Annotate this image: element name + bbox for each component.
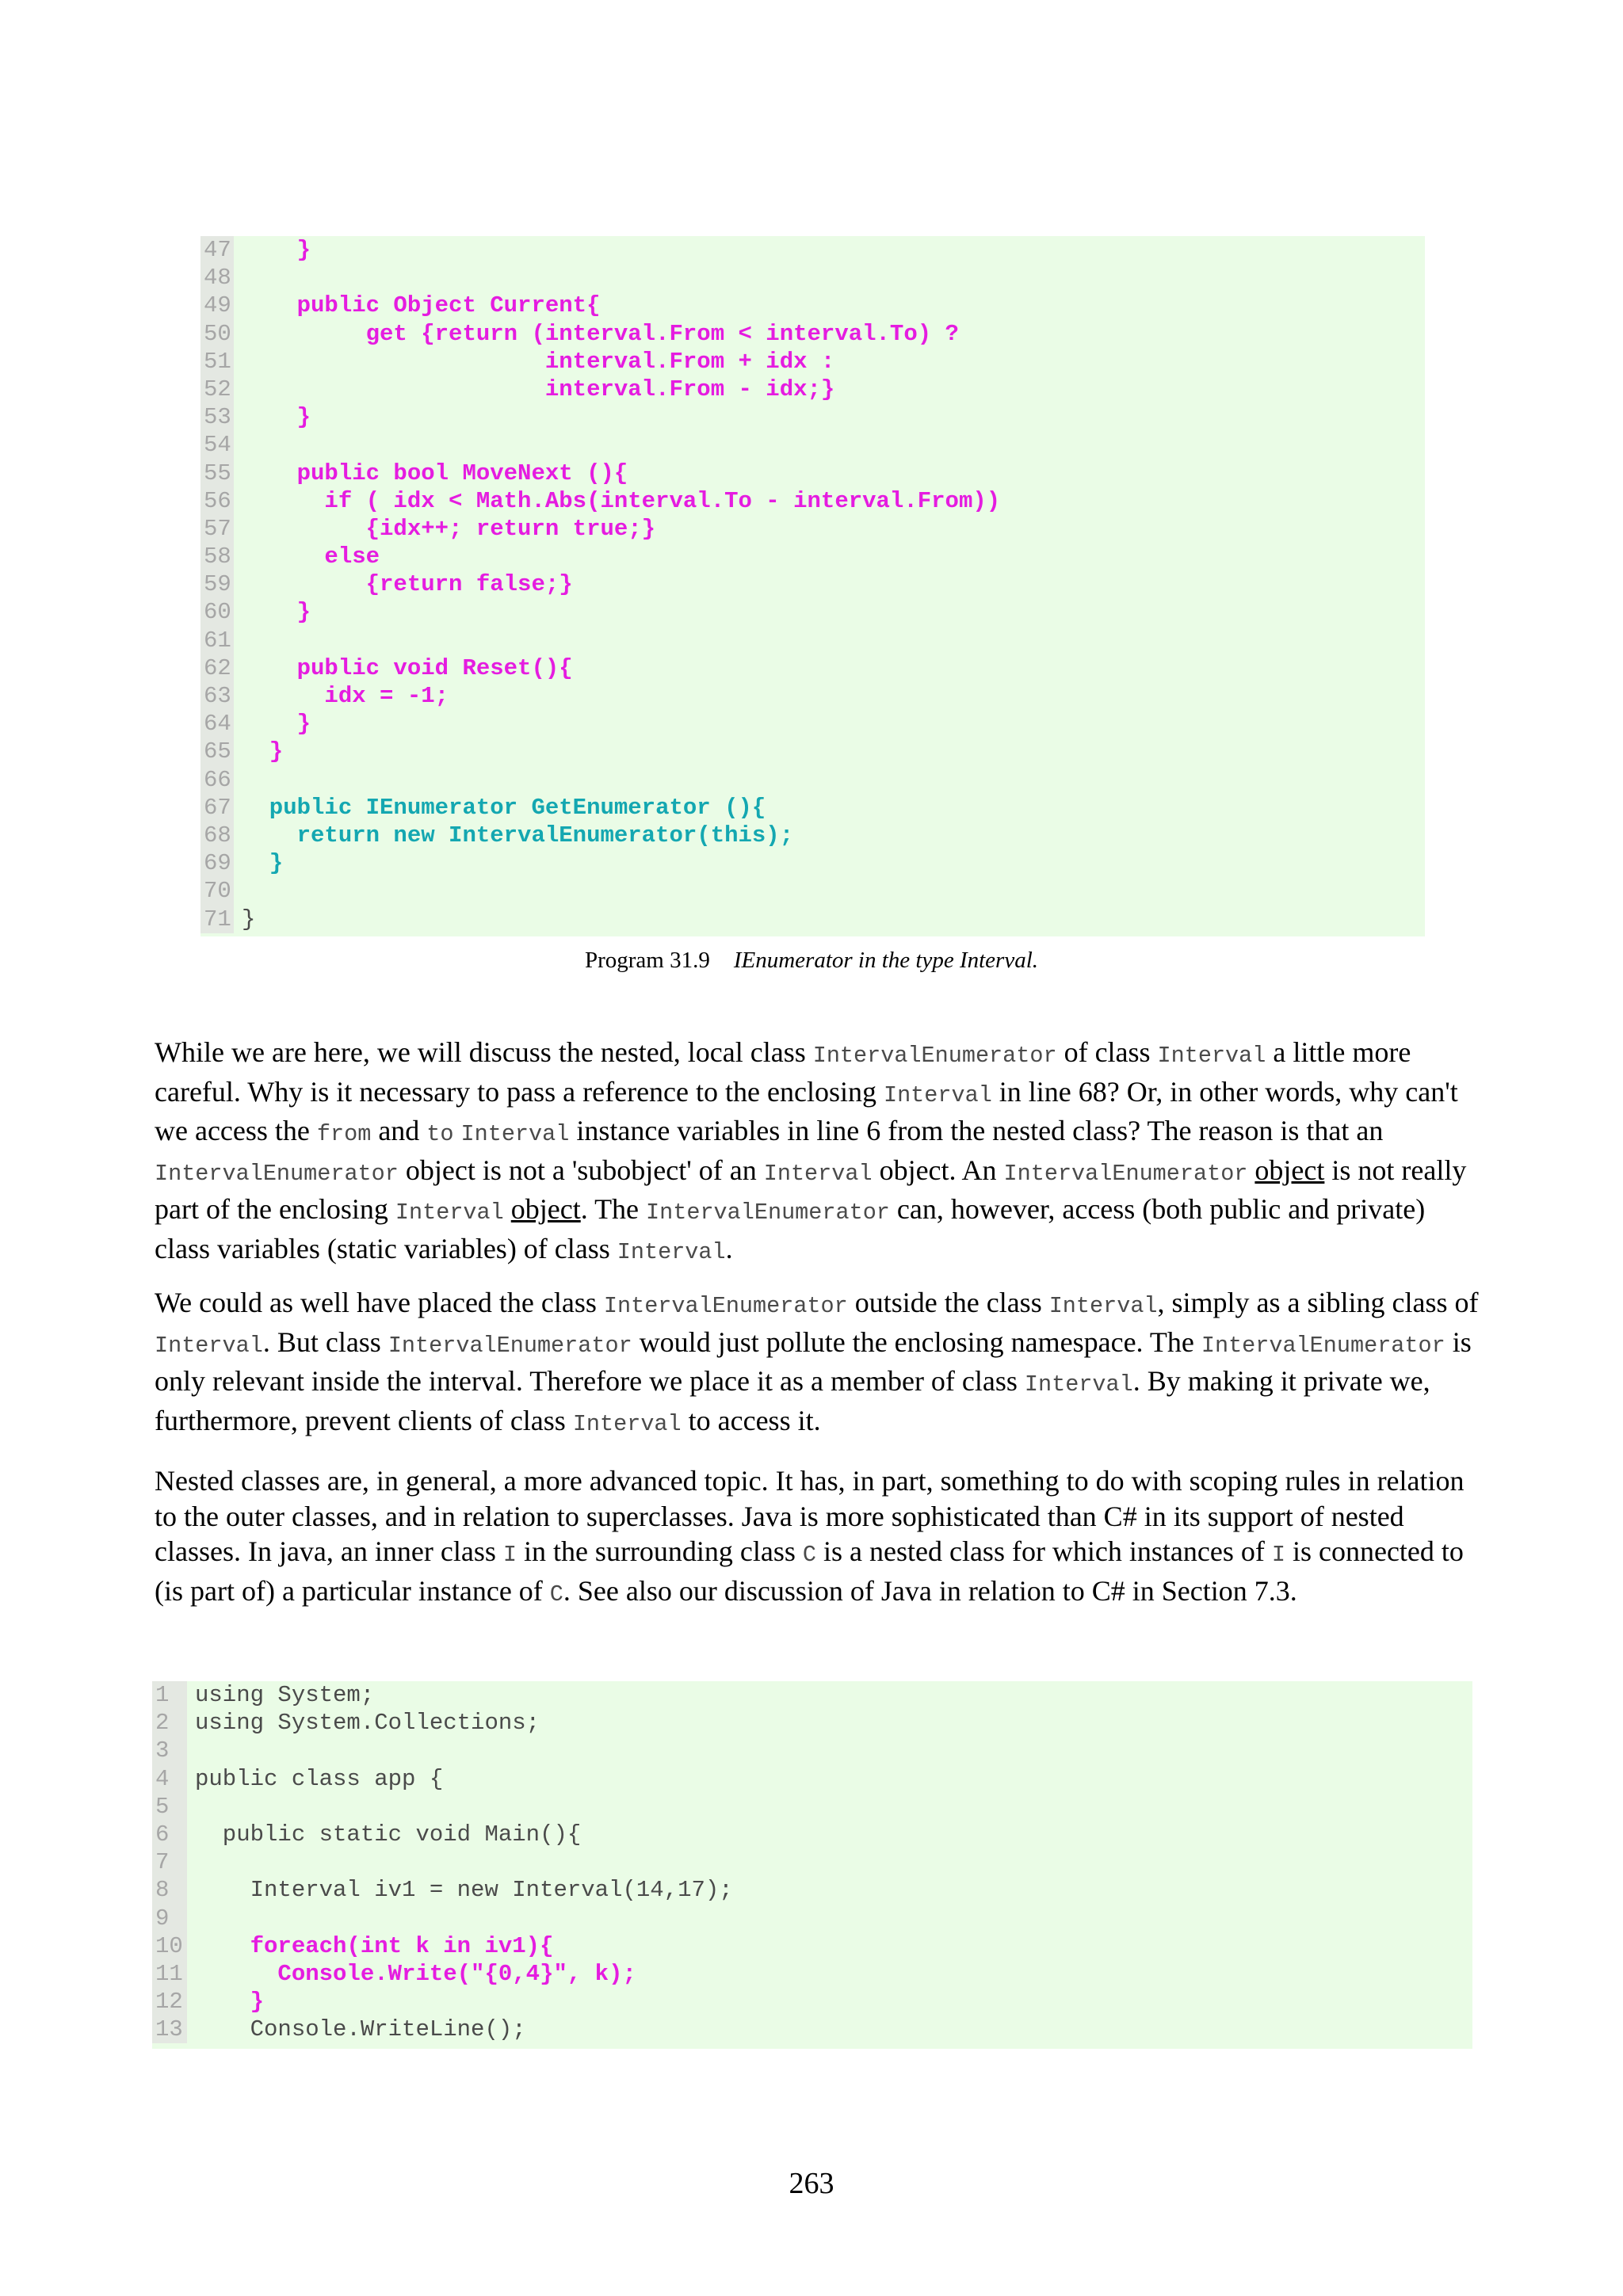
code-text [234, 320, 1425, 348]
text-run: to access it. [681, 1404, 821, 1436]
code-text [187, 1709, 1472, 1737]
line-number: 12 [152, 1988, 187, 2016]
code-line [200, 515, 1425, 543]
inline-code: IntervalEnumerator [155, 1160, 399, 1187]
code-text [234, 570, 1425, 598]
inline-code: IntervalEnumerator [603, 1293, 848, 1319]
code-line [152, 1681, 1472, 1709]
code-line [200, 403, 1425, 431]
text-run: Nested classes are, in general, a more advanced topic. It has, in part, something to do with scoping rules in relation to the outer classes, and in relation to superclasses. Java is more sophisticated than C# in its support of nested classes. In java, an inner class [155, 1465, 1465, 1568]
paragraph [155, 1035, 1486, 1271]
code-text [234, 849, 1425, 877]
code-token: using System.Collections; [195, 1710, 540, 1737]
code-token: {idx++; return true;} [242, 515, 656, 542]
line-number: 49 [200, 292, 234, 319]
line-number: 68 [200, 822, 234, 849]
code-line [152, 1905, 1472, 1932]
code-line [152, 1932, 1472, 1960]
code-text [234, 348, 1425, 376]
code-text [187, 1821, 1472, 1848]
code-token: } [242, 850, 284, 877]
code-line [200, 766, 1425, 794]
code-line [200, 738, 1425, 765]
line-number: 64 [200, 710, 234, 738]
inline-code: from [316, 1121, 372, 1148]
line-number: 60 [200, 598, 234, 626]
code-text [234, 738, 1425, 765]
text-run: We could as well have placed the class [155, 1287, 604, 1318]
code-text [234, 264, 1425, 292]
line-number: 5 [152, 1793, 187, 1821]
line-number: 55 [200, 460, 234, 487]
inline-code: IntervalEnumerator [1003, 1160, 1248, 1187]
code-token: foreach(int k in iv1){ [195, 1932, 554, 1959]
line-number: 63 [200, 682, 234, 710]
code-token: return new IntervalEnumerator(this); [242, 822, 794, 849]
inline-code: Interval [572, 1410, 682, 1437]
inline-code: C [802, 1542, 817, 1569]
code-line [200, 877, 1425, 905]
text-run: a little more careful. Why is it necessary to pass a reference to the enclosing [155, 1036, 1411, 1108]
code-token: Interval iv1 = new Interval(14,17); [195, 1877, 733, 1904]
code-text [234, 794, 1425, 822]
code-token: public Object Current{ [242, 292, 601, 319]
line-number: 67 [200, 794, 234, 822]
text-run: object is not a 'subobject' of an [398, 1154, 764, 1186]
code-line [152, 1876, 1472, 1904]
text-run: would just pollute the enclosing namespace. The [632, 1325, 1201, 1358]
code-text [187, 2016, 1472, 2043]
code-line [200, 627, 1425, 654]
code-text [187, 1793, 1472, 1821]
code-line [152, 1960, 1472, 1988]
code-listing-program-31-9 [200, 236, 1425, 936]
text-run: can, however, access (both public and private) class variables (static variables) of class [155, 1193, 1426, 1264]
code-line [200, 906, 1425, 933]
page-number: 263 [789, 2167, 834, 2200]
text-run: is a nested class for which instances of [816, 1535, 1272, 1568]
caption-title: IEnumerator in the type Interval. [733, 948, 1039, 973]
code-line [200, 376, 1425, 403]
text-run: of class [1056, 1036, 1158, 1068]
code-line [200, 849, 1425, 877]
code-line [200, 654, 1425, 682]
code-token: public bool MoveNext (){ [242, 460, 628, 486]
code-text [234, 682, 1425, 710]
code-text [187, 1876, 1472, 1904]
code-token: } [242, 404, 311, 431]
inline-code: Interval [883, 1081, 992, 1108]
text-run: in the surrounding class [516, 1535, 803, 1568]
code-text [234, 460, 1425, 487]
code-line [200, 292, 1425, 319]
line-number: 47 [200, 236, 234, 264]
code-text [234, 236, 1425, 264]
code-text [187, 1765, 1472, 1793]
code-text [234, 906, 1425, 933]
inline-code: Interval [155, 1332, 263, 1359]
line-number: 7 [152, 1848, 187, 1876]
code-line [152, 1848, 1472, 1876]
inline-code: C [549, 1581, 563, 1608]
code-listing-app [152, 1681, 1472, 2049]
text-run: is not really part of the enclosing [155, 1154, 1467, 1226]
code-token: {return false;} [242, 571, 573, 598]
inline-code: Interval [1024, 1371, 1133, 1398]
line-number: 54 [200, 431, 234, 459]
text-run [454, 1115, 461, 1146]
code-text [187, 1960, 1472, 1988]
line-number: 70 [200, 877, 234, 905]
line-number: 61 [200, 627, 234, 654]
text-run: . [725, 1232, 733, 1264]
line-number: 11 [152, 1960, 187, 1988]
text-run: . The [580, 1193, 647, 1226]
code-text [234, 627, 1425, 654]
underlined-text: object [510, 1193, 581, 1226]
code-text [234, 598, 1425, 626]
code-token: get {return (interval.From < interval.To) ? [242, 320, 959, 347]
code-text [187, 1681, 1472, 1709]
line-number: 1 [152, 1681, 187, 1709]
line-number: 8 [152, 1876, 187, 1904]
inline-code: Interval [395, 1199, 504, 1226]
inline-code: IntervalEnumerator [1201, 1332, 1445, 1359]
text-run: in line 68? Or, in other words, why can't we access the [155, 1075, 1458, 1147]
text-run: is connected to (is part of) a particular instance of [155, 1535, 1464, 1607]
code-line [152, 1793, 1472, 1821]
code-text [187, 1737, 1472, 1764]
text-run: . See also our discussion of Java in relation to C# in Section 7.3. [563, 1574, 1297, 1607]
inline-code: Interval [460, 1121, 570, 1148]
code-text [187, 1988, 1472, 2016]
code-text [234, 654, 1425, 682]
code-line [152, 1988, 1472, 2016]
code-line [200, 794, 1425, 822]
code-token: public IEnumerator GetEnumerator (){ [242, 794, 766, 821]
inline-code: Interval [763, 1160, 873, 1187]
text-run: object. An [872, 1154, 1004, 1186]
inline-code: Interval [1048, 1293, 1158, 1319]
code-token: if ( idx < Math.Abs(interval.To - interval.From)) [242, 487, 1001, 514]
line-number: 13 [152, 2016, 187, 2043]
line-number: 10 [152, 1932, 187, 1960]
code-text [234, 543, 1425, 570]
code-line [200, 543, 1425, 570]
code-token: } [242, 237, 311, 263]
code-text [234, 822, 1425, 849]
code-line [200, 348, 1425, 376]
line-number: 65 [200, 738, 234, 765]
paragraph [155, 1463, 1486, 1612]
line-number: 53 [200, 403, 234, 431]
code-line [152, 1765, 1472, 1793]
code-line [152, 1709, 1472, 1737]
program-caption [0, 948, 1623, 974]
code-line [200, 431, 1425, 459]
inline-code: I [1271, 1542, 1285, 1569]
underlined-text: object [1254, 1154, 1325, 1186]
text-run: . But class [262, 1325, 388, 1358]
caption-label: Program 31.9 [584, 948, 710, 973]
line-number: 58 [200, 543, 234, 570]
line-number: 66 [200, 766, 234, 794]
code-line [200, 570, 1425, 598]
code-line [152, 1737, 1472, 1764]
code-line [152, 1821, 1472, 1848]
code-text [187, 1932, 1472, 1960]
code-token: public class app { [195, 1765, 444, 1792]
text-run: While we are here, we will discuss the nested, local class [155, 1036, 813, 1068]
code-text [234, 515, 1425, 543]
code-text [234, 292, 1425, 319]
code-text [234, 710, 1425, 738]
inline-code: Interval [1157, 1043, 1266, 1069]
code-line [200, 236, 1425, 264]
line-number: 4 [152, 1765, 187, 1793]
code-token: } [242, 906, 256, 933]
text-run [504, 1193, 511, 1225]
text-run: , simply as a sibling class of [1157, 1287, 1479, 1318]
code-text [187, 1905, 1472, 1932]
code-token: else [242, 543, 380, 570]
code-token: public void Reset(){ [242, 654, 573, 681]
line-number: 50 [200, 320, 234, 348]
code-line [200, 460, 1425, 487]
line-number: 6 [152, 1821, 187, 1848]
inline-code: I [502, 1542, 517, 1569]
line-number: 57 [200, 515, 234, 543]
code-line [200, 710, 1425, 738]
line-number: 2 [152, 1709, 187, 1737]
line-number: 69 [200, 849, 234, 877]
text-run: outside the class [847, 1287, 1049, 1318]
code-text [234, 431, 1425, 459]
code-token: public static void Main(){ [195, 1821, 582, 1848]
code-token: interval.From + idx : [242, 348, 835, 375]
text-run: instance variables in line 6 from the nested class? The reason is that an [569, 1115, 1384, 1147]
text-run: and [371, 1115, 427, 1147]
text-run: is only relevant inside the interval. Therefore we place it as a member of class [155, 1325, 1472, 1398]
paragraph [155, 1285, 1486, 1442]
line-number: 48 [200, 264, 234, 292]
code-line [200, 320, 1425, 348]
inline-code: IntervalEnumerator [388, 1332, 632, 1359]
code-line [152, 2016, 1472, 2043]
code-token: idx = -1; [242, 683, 449, 709]
code-text [234, 376, 1425, 403]
code-text [234, 403, 1425, 431]
inline-code: Interval [617, 1238, 726, 1265]
text-run: . By making it private we, furthermore, prevent clients of class [155, 1365, 1430, 1436]
code-token: Console.Write("{0,4}", k); [195, 1960, 636, 1987]
code-text [234, 766, 1425, 794]
code-line [200, 682, 1425, 710]
line-number: 71 [200, 906, 234, 933]
code-token: } [242, 711, 311, 738]
inline-code: to [426, 1121, 454, 1148]
line-number: 3 [152, 1737, 187, 1764]
line-number: 52 [200, 376, 234, 403]
line-number: 51 [200, 348, 234, 376]
code-token: } [242, 738, 284, 765]
inline-code: IntervalEnumerator [812, 1043, 1057, 1069]
line-number: 62 [200, 654, 234, 682]
code-text [234, 487, 1425, 515]
line-number: 56 [200, 487, 234, 515]
code-line [200, 822, 1425, 849]
code-token: } [195, 1989, 265, 2016]
code-line [200, 264, 1425, 292]
code-line [200, 487, 1425, 515]
code-text [234, 877, 1425, 905]
code-token: Console.WriteLine(); [195, 2016, 526, 2043]
line-number: 59 [200, 570, 234, 598]
code-token: using System; [195, 1682, 375, 1708]
code-token: interval.From - idx;} [242, 376, 835, 402]
code-line [200, 598, 1425, 626]
code-token: } [242, 599, 311, 626]
inline-code: IntervalEnumerator [646, 1199, 890, 1226]
line-number: 9 [152, 1905, 187, 1932]
code-text [187, 1848, 1472, 1876]
